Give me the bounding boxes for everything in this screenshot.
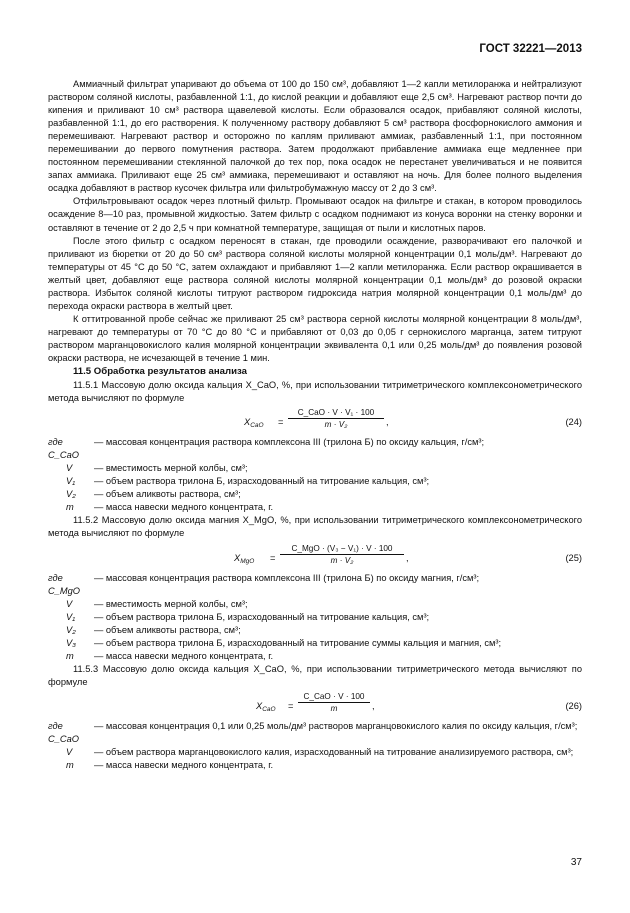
definition-text: — масса навески медного концентрата, г.: [94, 760, 274, 771]
document-body: [48, 78, 582, 772]
definition-text: — вместимость мерной колбы, см³;: [94, 598, 248, 609]
formula-fraction: [298, 691, 370, 714]
definition-row: [48, 759, 582, 772]
section-heading: 11.5 Обработка результатов анализа: [73, 366, 247, 378]
denominator: m · V₂: [324, 420, 348, 430]
definition-symbol: V: [66, 747, 73, 758]
paragraph: Аммиачный фильтрат упаривают до объема от 100 до 150 см³, добавляют 1—2 капли метилоранжа и нейтрализуют раствором соляной кислоты, разбавленной 1:1, до кислой реакции и добавляют еще 2,5 см³. Нагревают раствор почти до кипения и приливают 10 см³ раствора щавелевой кислоты. Если образовался осадок, прибавляют соляной кислоты, разбавленной 1:1, до его растворения. К полученному раствору добавляют 5 см³ раствора фосфорнокислого аммония и перемешивают. Нагревают раствор и осторожно по каплям приливают аммиак, разбавленный 1:1, при постоянном перемешивании до первого помутнения раствора. Затем продолжают прибавление аммиака еще медленнее при постоянном перемешивании стеклянной палочкой до тех пор, пока осадок не перестанет увеличиваться и не появится запах аммиака. Приливают еще 25 см³ аммиака, перемешивают и оставляют на ночь. Для более полного выделения осадка добавляют в раствор кусочек фильтра или фильтробумажную массу от 2 до 3 см³.: [48, 79, 582, 194]
definition-row: [48, 650, 582, 663]
equation-number: (26): [565, 700, 582, 711]
formula-fraction: [288, 407, 384, 430]
definition-symbol: m: [66, 760, 74, 771]
definition-symbol: V₃: [66, 637, 76, 648]
variable-definitions: [48, 720, 582, 772]
formula-fraction: [280, 543, 404, 566]
definition-text: — масса навески медного концентрата, г.: [94, 650, 274, 661]
definition-text: — массовая концентрация раствора комплексона III (трилона Б) по оксиду кальция, г/см³;: [94, 437, 485, 448]
definition-text: — объем аликвоты раствора, см³;: [94, 624, 241, 635]
formula-lhs: $X_{MgO}$: [234, 552, 255, 565]
numerator: C_CaO · V · V₁ · 100: [288, 407, 384, 419]
denominator: m: [330, 703, 338, 713]
denominator: m · V₂: [330, 555, 354, 565]
definition-row: [48, 436, 582, 462]
definition-text: — массовая концентрация раствора комплексона III (трилона Б) по оксиду магния, г/см³;: [94, 572, 480, 583]
equation-number: (24): [565, 417, 582, 428]
formula-intro: 11.5.1 Массовую долю оксида кальция X_CaO, %, при использовании титриметрического комплексонометрического метода вычисляют по формуле: [48, 380, 582, 404]
definition-row: [48, 611, 582, 624]
page-number: 37: [570, 857, 582, 868]
definition-row: [48, 501, 582, 514]
definition-text: — объем раствора марганцовокислого калия, израсходованный на титрование анализируемого раствора, см³;: [94, 747, 574, 758]
definition-text: — вместимость мерной колбы, см³;: [94, 463, 248, 474]
definition-text: — объем аликвоты раствора, см³;: [94, 489, 241, 500]
formula-24: $X_{CaO}$ = C_CaO · V · V₁ · 100 m · V₂ , (24): [244, 408, 582, 430]
variable-definitions: [48, 572, 582, 663]
definition-row: [48, 572, 582, 598]
definition-text: — объем раствора трилона Б, израсходованный на титрование кальция, см³;: [94, 611, 430, 622]
formula-lhs: $X_{CaO}$: [244, 417, 264, 430]
paragraph: К оттитрованной пробе сейчас же приливают 25 см³ раствора серной кислоты молярной концентрации 8 моль/дм³, нагревают до температуры от 70 °С до 80 °С и прибавляют от 0,03 до 0,05 г сернокислого марганца, затем титруют раствором марганцовокислого калия молярной концентрации эквивалента 0,1 или 0,25 моль/дм³ до появления розовой окраски раствора, не исчезающей в течение 1 мин.: [48, 313, 582, 363]
definition-row: [48, 598, 582, 611]
formula-intro: 11.5.2 Массовую долю оксида магния X_MgO, %, при использовании титриметрического комплексонометрического метода вычисляют по формуле: [48, 515, 582, 539]
definition-row: [48, 462, 582, 475]
definition-symbol: где C_MgO: [48, 572, 81, 596]
formula-25: $X_{MgO}$ = C_MgO · (V₃ − V₁) · V · 100 m · V₂ , (25): [234, 543, 582, 565]
variable-definitions: [48, 436, 582, 514]
numerator: C_MgO · (V₃ − V₁) · V · 100: [280, 543, 404, 555]
definition-text: — масса навески медного концентрата, г.: [94, 502, 274, 513]
paragraph: После этого фильтр с осадком переносят в стакан, где проводили осаждение, разворачивают его палочкой и приливают из бюретки от 20 до 50 см³ раствора соляной кислоты молярной концентрации 0,1 моль/дм³. Нагревают до температуры от 45 °С до 50 °С, затем охлаждают и прибавляют 1—2 капли метилоранжа. Если раствор окрашивается в желтый цвет, добавляют еще раствора соляной кислоты молярной концентрации 0,1 моль/дм³ до розовой окраски раствора. Избыток соляной кислоты титруют раствором гидроксида натрия молярной концентрации 0,1 моль/дм³ до перехода окраски раствора в желтый цвет.: [48, 235, 582, 311]
definition-symbol: V: [66, 598, 73, 609]
definition-text: — объем раствора трилона Б, израсходованный на титрование суммы кальция и магния, см³;: [94, 637, 502, 648]
definition-text: — массовая концентрация 0,1 или 0,25 моль/дм³ растворов марганцовокислого калия по оксиду кальция, г/см³;: [94, 720, 578, 731]
definition-symbol: V₂: [66, 489, 76, 500]
formula-lhs: $X_{CaO}$: [256, 700, 276, 713]
formula-intro: 11.5.3 Массовую долю оксида кальция X_CaO, %, при использовании титриметрического метода вычисляют по формуле: [48, 663, 582, 687]
definition-row: [48, 637, 582, 650]
equals-sign: =: [288, 700, 294, 711]
definition-symbol: m: [66, 502, 74, 513]
equals-sign: =: [270, 552, 276, 563]
definition-row: [48, 746, 582, 759]
definition-symbol: где C_CaO: [48, 720, 80, 744]
definition-row: [48, 624, 582, 637]
definition-symbol: V₁: [66, 611, 76, 622]
definition-symbol: m: [66, 650, 74, 661]
definition-symbol: V: [66, 463, 73, 474]
definition-row: [48, 488, 582, 501]
definition-text: — объем раствора трилона Б, израсходованный на титрование кальция, см³;: [94, 476, 430, 487]
definition-row: [48, 720, 582, 746]
definition-symbol: V₂: [66, 624, 76, 635]
document-code: ГОСТ 32221—2013: [479, 43, 582, 55]
paragraph: Отфильтровывают осадок через плотный фильтр. Промывают осадок на фильтре и стакан, в котором проводилось осаждение 8—10 раз, промывной жидкостью. Затем фильтр с осадком поднимают из конуса воронки на стенку воронки и оставляют в течение от 2 до 2,5 ч при комнатной температуре, защищая от пыли и кислотных паров.: [48, 196, 582, 233]
definition-symbol: где C_CaO: [48, 437, 80, 461]
numerator: C_CaO · V · 100: [298, 691, 370, 703]
equals-sign: =: [278, 417, 284, 428]
formula-26: $X_{CaO}$ = C_CaO · V · 100 m , (26): [256, 691, 582, 713]
equation-number: (25): [565, 552, 582, 563]
definition-symbol: V₁: [66, 476, 76, 487]
definition-row: [48, 475, 582, 488]
